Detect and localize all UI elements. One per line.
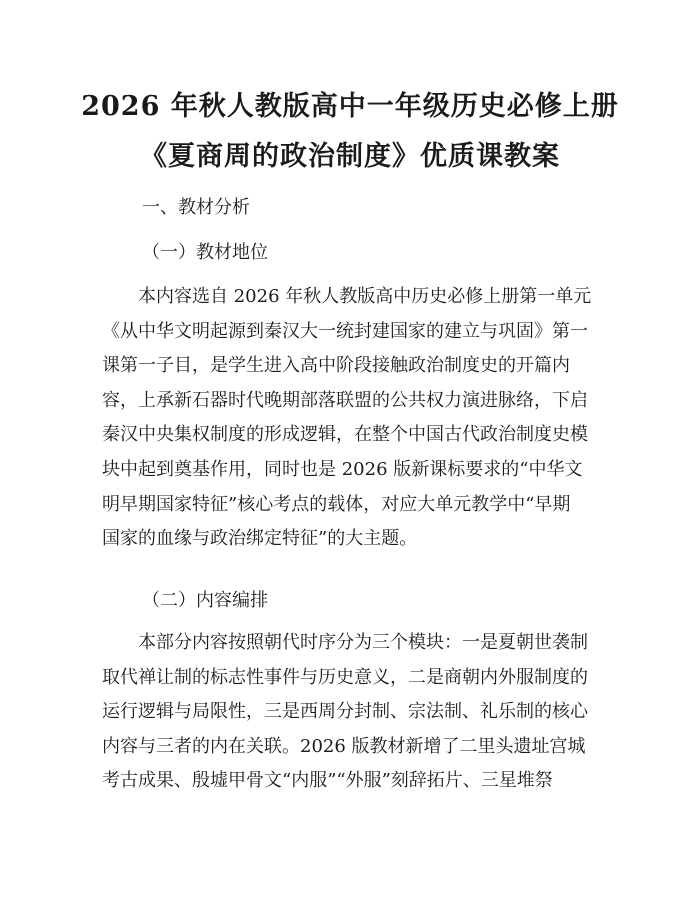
paragraph-content-arrangement (102, 626, 602, 799)
paragraph-line: 运行逻辑与局限性，三是西周分封制、宗法制、礼乐制的核心 (102, 701, 588, 723)
subsection-heading-content-arrangement: （二）内容编排 (142, 590, 268, 611)
paragraph-line: 块中起到奠基作用，同时也是 2026 版新课标要求的“中华文 (102, 458, 583, 480)
document-title-line-1: 2026 年秋人教版高中一年级历史必修上册 (81, 91, 619, 122)
paragraph-line: 本内容选自 2026 年秋人教版高中历史必修上册第一单元 (102, 286, 592, 307)
subsection-heading-textbook-position: （一）教材地位 (142, 242, 268, 263)
paragraph-line: 容，上承新石器时代晚期部落联盟的公共权力演进脉络，下启 (102, 389, 588, 411)
paragraph-line: 《从中华文明起源到秦汉大一统封建国家的建立与巩固》第一 (102, 320, 588, 342)
paragraph-line: 秦汉中央集权制度的形成逻辑，在整个中国古代政治制度史模 (102, 424, 588, 446)
paragraph-line: 内容与三者的内在关联。2026 版教材新增了二里头遗址宫城 (102, 735, 586, 757)
paragraph-line: 考古成果、殷墟甲骨文“内服”“外服”刻辞拓片、三星堆祭 (102, 770, 553, 792)
paragraph-line: 课第一子目，是学生进入高中阶段接触政治制度史的开篇内 (102, 355, 570, 377)
paragraph-line: 本部分内容按照朝代时序分为三个模块：一是夏朝世袭制 (102, 632, 588, 653)
paragraph-line: 取代禅让制的标志性事件与历史意义，二是商朝内外服制度的 (102, 666, 588, 688)
paragraph-textbook-position (102, 280, 602, 557)
paragraph-line: 国家的血缘与政治绑定特征”的大主题。 (102, 528, 418, 550)
document-title-line-2: 《夏商周的政治制度》优质课教案 (140, 141, 560, 172)
paragraph-line: 明早期国家特征”核心考点的载体，对应大单元教学中“早期 (102, 493, 571, 515)
section-heading-textbook-analysis: 一、教材分析 (142, 197, 250, 218)
